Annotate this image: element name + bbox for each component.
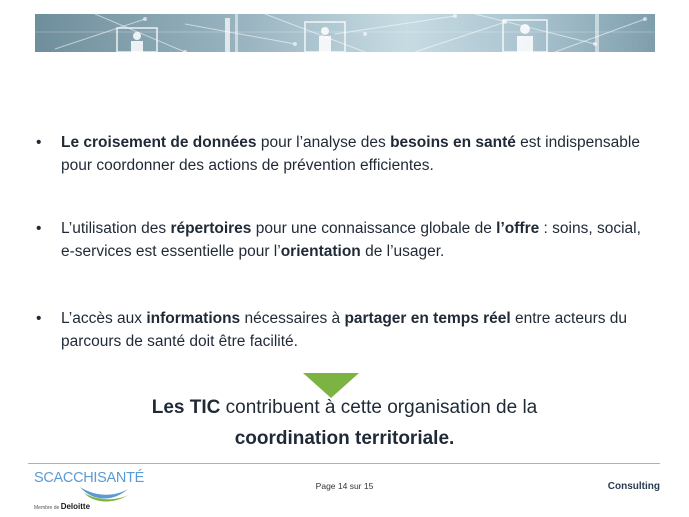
scacchi-sante-logo (34, 470, 144, 512)
footer-divider (28, 463, 660, 464)
logo-wordmark: SCACCHISANTÉ (34, 470, 145, 486)
bullet-marker: • (36, 310, 42, 327)
bullet-text: L’accès aux informations nécessaires à partager en temps réel entre acteurs du parcours de santé doit être facilité. (61, 310, 628, 350)
page-number: Page 14 sur 15 (315, 481, 374, 491)
down-arrow-icon (303, 373, 359, 398)
bullet-marker: • (36, 134, 42, 151)
conclusion-line-1: Les TIC contribuent à cette organisation de la (151, 397, 538, 418)
conclusion-line-2: coordination territoriale. (234, 428, 455, 449)
consulting-label: Consulting (607, 481, 660, 492)
bullet-marker: • (36, 220, 42, 237)
bullet-text: L’utilisation des répertoires pour une connaissance globale de l’offre : soins, social, e-services est essentielle pour l’orientation de l’usager. (61, 220, 641, 260)
bullet-text: Le croisement de données pour l’analyse des besoins en santé est indispensable pour coordonner des actions de prévention efficientes. (61, 134, 640, 174)
member-of-deloitte: Membre de Deloitte (34, 502, 91, 511)
